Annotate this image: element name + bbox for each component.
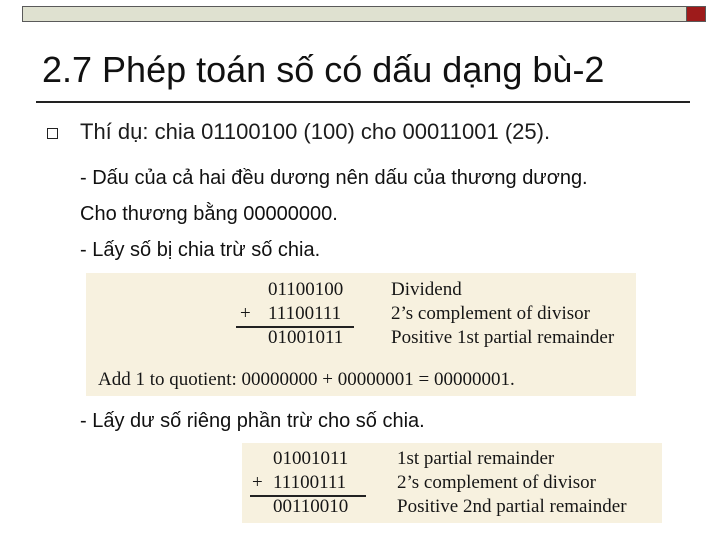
complement-label: 2’s complement of divisor [397, 472, 596, 493]
title-underline [36, 101, 690, 103]
partial-remainder-value: 01001011 [273, 448, 349, 469]
text-line-4: - Lấy dư số riêng phần trừ cho số chia. [80, 410, 425, 432]
bullet-square-icon [47, 128, 58, 139]
partial-remainder-label: 1st partial remainder [397, 448, 555, 469]
top-decor-bar [22, 6, 706, 22]
remainder-value: 01001011 [268, 327, 344, 348]
division-step-2-panel [242, 443, 662, 523]
dividend-value: 01100100 [268, 279, 344, 300]
quotient-note: Add 1 to quotient: 00000000 + 00000001 = 00000001. [98, 369, 515, 390]
top-accent-square [686, 6, 706, 22]
second-remainder-label: Positive 2nd partial remainder [397, 496, 627, 517]
dividend-label: Dividend [391, 279, 462, 300]
complement-value: 11100111 [268, 303, 342, 324]
text-line-1: - Dấu của cả hai đều dương nên dấu của thương dương. [80, 167, 588, 189]
slide-title: 2.7 Phép toán số có dấu dạng bù-2 [42, 49, 605, 90]
plus-sign: + [252, 472, 263, 493]
plus-sign: + [240, 303, 251, 324]
bullet-text: Thí dụ: chia 01100100 (100) cho 00011001 (25). [80, 119, 551, 144]
text-line-2: Cho thương bằng 00000000. [80, 203, 338, 225]
complement-value: 11100111 [273, 472, 347, 493]
remainder-label: Positive 1st partial remainder [391, 327, 615, 348]
complement-label: 2’s complement of divisor [391, 303, 590, 324]
second-remainder-value: 00110010 [273, 496, 349, 517]
text-line-3: - Lấy số bị chia trừ số chia. [80, 239, 321, 261]
division-step-1-panel [86, 273, 636, 396]
